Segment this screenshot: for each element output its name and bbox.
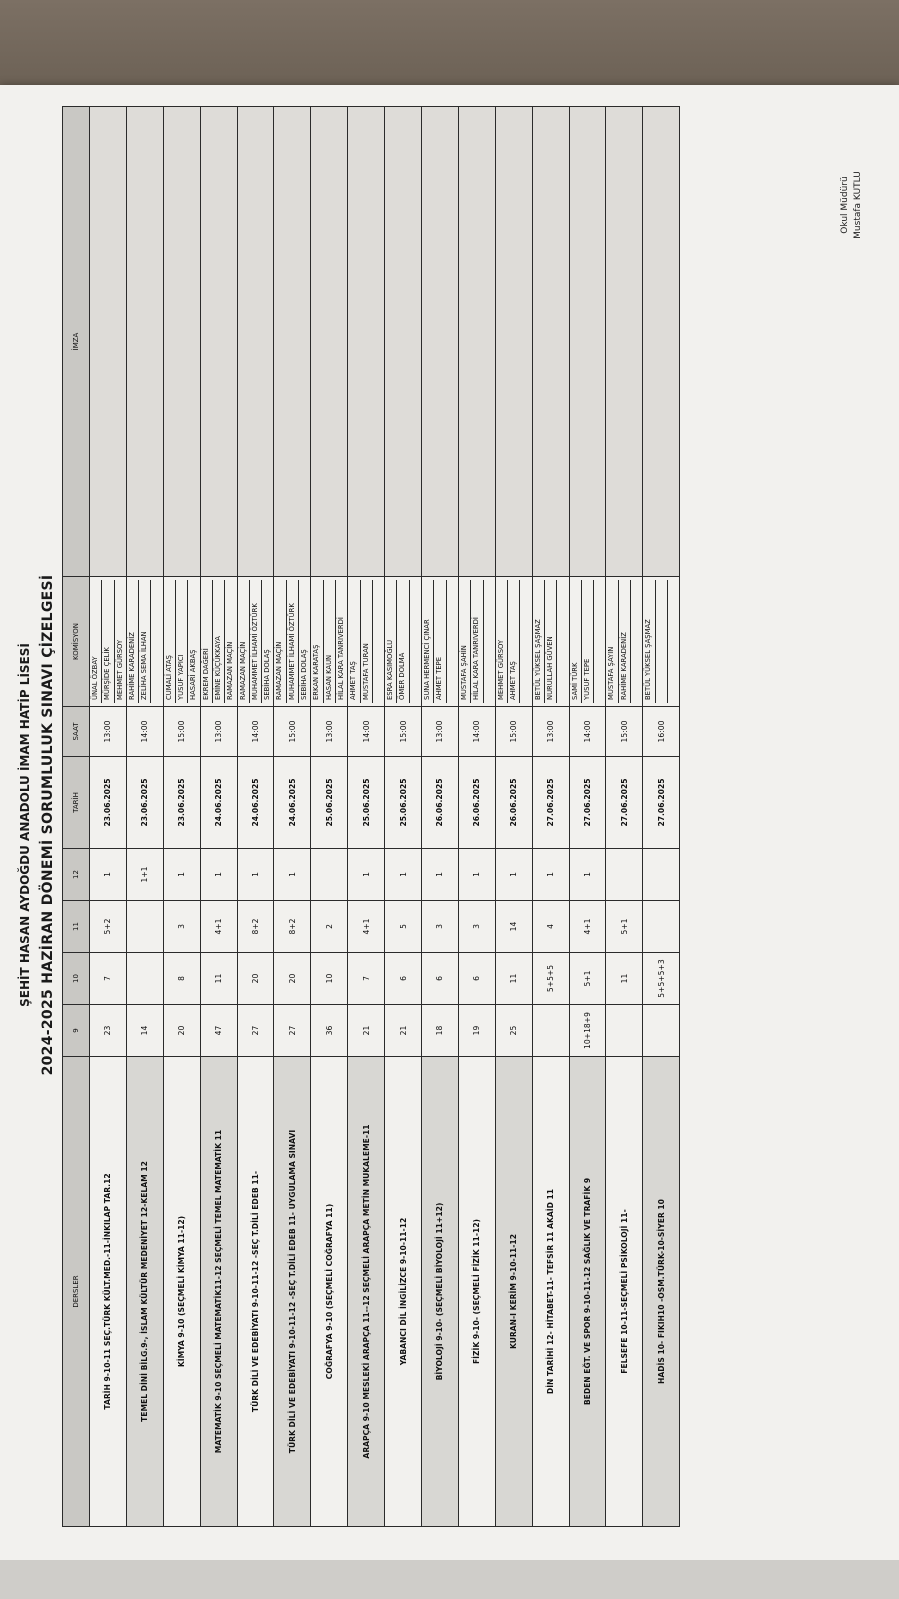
commission-member (594, 580, 605, 703)
commission-member (631, 580, 642, 703)
date-cell: 27.06.2025 (606, 757, 643, 849)
grade-11-cell: 4+1 (348, 901, 385, 953)
table-row (90, 107, 127, 1527)
commission-member: RAHİME KARADENİZ (127, 580, 139, 703)
grade-12-cell (606, 849, 643, 901)
date-cell: 26.06.2025 (495, 757, 532, 849)
signature-cell (532, 107, 569, 577)
commission-member: EKREM DAĞERİ (201, 580, 213, 703)
grade-11-cell: 3 (458, 901, 495, 953)
grade-10-cell: 20 (237, 953, 274, 1005)
time-cell: 15:00 (163, 707, 200, 757)
time-cell: 13:00 (311, 707, 348, 757)
grade-10-cell (126, 953, 163, 1005)
signature-cell (569, 107, 606, 577)
commission-member: ÖMER DOLMA (397, 580, 409, 703)
table-row (532, 107, 569, 1527)
commission-member: RAHİME KARADENİZ (619, 580, 631, 703)
commission-member: HASAN KAUN (324, 580, 336, 703)
grade-10-cell: 6 (458, 953, 495, 1005)
commission-cell (163, 577, 200, 707)
grade-9-cell: 14 (126, 1005, 163, 1057)
grade-12-cell: 1 (495, 849, 532, 901)
signature-cell (126, 107, 163, 577)
course-cell: FİZİK 9-10- (SEÇMELİ FİZİK 11-12) (458, 1057, 495, 1527)
commission-member: HİLAL KARA TANRIVERDİ (336, 617, 345, 700)
rotated-document (0, 85, 899, 1565)
grade-12-cell: 1 (237, 849, 274, 901)
commission-member: RAMAZAN MAÇİN (274, 580, 286, 703)
grade-11-cell: 2 (311, 901, 348, 953)
commission-cell (458, 577, 495, 707)
commission-member: MUSTAFA TURAN (361, 580, 373, 703)
table-row (643, 107, 680, 1527)
grade-9-cell: 21 (385, 1005, 422, 1057)
commission-cell (200, 577, 237, 707)
time-cell: 15:00 (385, 707, 422, 757)
grade-10-cell: 10 (311, 953, 348, 1005)
signature-cell (385, 107, 422, 577)
commission-member (484, 580, 495, 703)
grade-10-cell: 7 (348, 953, 385, 1005)
grade-9-cell: 47 (200, 1005, 237, 1057)
commission-member: SUNA HERMENCİ ÇINAR (422, 580, 434, 703)
table-row (495, 107, 532, 1527)
grade-9-cell: 27 (274, 1005, 311, 1057)
commission-member (668, 580, 679, 703)
grade-10-cell: 5+5+5 (532, 953, 569, 1005)
col-tarih: TARİH (63, 757, 90, 849)
grade-10-cell: 20 (274, 953, 311, 1005)
commission-member: ERKAN KARATAŞ (311, 580, 323, 703)
grade-11-cell: 3 (422, 901, 459, 953)
commission-member: NURULLAH GÜVEN (545, 580, 557, 703)
time-cell: 14:00 (458, 707, 495, 757)
commission-cell (126, 577, 163, 707)
grade-11-cell: 4 (532, 901, 569, 953)
grade-9-cell: 27 (237, 1005, 274, 1057)
commission-member: EMİNE KÜÇÜKKAYA (213, 580, 225, 703)
course-cell: BİYOLOJİ 9-10- (SEÇMELİ BİYOLOJİ 11+12) (422, 1057, 459, 1527)
col-grade-11: 11 (63, 901, 90, 953)
grade-12-cell: 1 (385, 849, 422, 901)
grade-9-cell: 20 (163, 1005, 200, 1057)
commission-member: YUSUF TEPE (582, 580, 594, 703)
commission-member (373, 580, 384, 703)
commission-member: ÜNAL ÖZBAY (90, 580, 102, 703)
date-cell: 27.06.2025 (643, 757, 680, 849)
commission-member: AHMET TAŞ (348, 580, 360, 703)
date-cell: 23.06.2025 (126, 757, 163, 849)
table-row (163, 107, 200, 1527)
desk-edge (0, 1560, 899, 1599)
grade-10-cell: 7 (90, 953, 127, 1005)
grade-9-cell: 23 (90, 1005, 127, 1057)
commission-member: SEBİHA DOLAŞ (300, 649, 309, 700)
grade-10-cell: 5+5+5+3 (643, 953, 680, 1005)
commission-member (447, 580, 458, 703)
commission-member: ESRA KASIMOĞLU (385, 580, 397, 703)
signature-cell (237, 107, 274, 577)
time-cell: 14:00 (569, 707, 606, 757)
date-cell: 24.06.2025 (274, 757, 311, 849)
commission-member: HASARİ AKBAŞ (189, 649, 198, 700)
table-row (274, 107, 311, 1527)
grade-9-cell: 25 (495, 1005, 532, 1057)
grade-11-cell: 5 (385, 901, 422, 953)
principal-title: Okul Müdürü (840, 176, 850, 234)
signature-cell (311, 107, 348, 577)
signature-cell (274, 107, 311, 577)
course-cell: BEDEN EĞT. VE SPOR 9-10-11-12 SAĞLIK VE TRAFİK 9 (569, 1057, 606, 1527)
commission-member (557, 580, 568, 703)
grade-12-cell: 1 (163, 849, 200, 901)
grade-10-cell: 6 (385, 953, 422, 1005)
table-row (422, 107, 459, 1527)
course-cell: YABANCI DİL İNGİLİZCE 9-10-11-12 (385, 1057, 422, 1527)
table-row (348, 107, 385, 1527)
commission-member: AHMET TAŞ (508, 580, 520, 703)
time-cell: 14:00 (348, 707, 385, 757)
grade-12-cell: 1 (422, 849, 459, 901)
commission-member: BETÜL YÜKSEL ŞAŞMAZ (643, 580, 655, 703)
grade-9-cell: 18 (422, 1005, 459, 1057)
commission-member: MUSTAFA ŞAHİN (459, 580, 471, 703)
commission-member: MUSTAFA ŞAYIN (606, 580, 618, 703)
signature-cell (606, 107, 643, 577)
grade-10-cell: 11 (200, 953, 237, 1005)
table-row (200, 107, 237, 1527)
date-cell: 25.06.2025 (385, 757, 422, 849)
commission-cell (569, 577, 606, 707)
signature-cell (163, 107, 200, 577)
commission-cell (311, 577, 348, 707)
grade-11-cell: 3 (163, 901, 200, 953)
table-row (126, 107, 163, 1527)
time-cell: 15:00 (606, 707, 643, 757)
commission-cell (422, 577, 459, 707)
date-cell: 25.06.2025 (311, 757, 348, 849)
time-cell: 13:00 (532, 707, 569, 757)
course-cell: FELSEFE 10-11-SEÇMELİ PSİKOLOJİ 11- (606, 1057, 643, 1527)
grade-11-cell: 8+2 (237, 901, 274, 953)
school-name: ŞEHİT HASAN AYDOĞDU ANADOLU İMAM HATİP LİSESİ (18, 643, 32, 1007)
signature-cell (458, 107, 495, 577)
time-cell: 15:00 (274, 707, 311, 757)
commission-member: RAMAZAN MAÇİN (226, 641, 235, 700)
grade-11-cell: 14 (495, 901, 532, 953)
signature-cell (643, 107, 680, 577)
date-cell: 27.06.2025 (569, 757, 606, 849)
course-cell: DİN TARİHİ 12- HİTABET-11- TEFSİR 11 AKAİD 11 (532, 1057, 569, 1527)
paper-sheet (0, 85, 899, 1565)
date-cell: 27.06.2025 (532, 757, 569, 849)
table-row (458, 107, 495, 1527)
course-cell: TEMEL DİNİ BİLG.9-, İSLAM KÜLTÜR MEDENİYET 12-KELAM 12 (126, 1057, 163, 1527)
commission-member: MÜRŞİDE ÇELİK (102, 580, 114, 703)
table-row (569, 107, 606, 1527)
commission-member: MEHMET GÜRSOY (496, 580, 508, 703)
table-row (606, 107, 643, 1527)
commission-cell (348, 577, 385, 707)
signature-cell (422, 107, 459, 577)
commission-cell (495, 577, 532, 707)
principal-name: Mustafa KUTLU (853, 171, 863, 239)
grade-12-cell (311, 849, 348, 901)
table-row (311, 107, 348, 1527)
signature-cell (495, 107, 532, 577)
commission-cell (643, 577, 680, 707)
course-cell: ARAPÇA 9-10 MESLEKİ ARAPÇA 11--12 SEÇMELİ ARAPÇA METİN MUKALEME-11 (348, 1057, 385, 1527)
time-cell: 16:00 (643, 707, 680, 757)
commission-member: SAMİ TÜRK (570, 580, 582, 703)
course-cell: MATEMATİK 9-10 SEÇMELİ MATEMATİK11-12 SEÇMELİ TEMEL MATEMATİK 11 (200, 1057, 237, 1527)
commission-member: MUHAMMET İLHAMİ ÖZTÜRK (250, 580, 262, 703)
grade-12-cell (643, 849, 680, 901)
exam-schedule-table (62, 106, 680, 1527)
grade-11-cell (643, 901, 680, 953)
table-header-row (63, 107, 90, 1527)
course-cell: KURAN-I KERİM 9-10-11-12 (495, 1057, 532, 1527)
grade-10-cell: 11 (495, 953, 532, 1005)
grade-9-cell (643, 1005, 680, 1057)
grade-11-cell: 5+1 (606, 901, 643, 953)
signature-cell (200, 107, 237, 577)
commission-member (410, 580, 421, 703)
col-imza: İMZA (63, 107, 90, 577)
course-cell: COĞRAFYA 9-10 (SEÇMELİ COĞRAFYA 11) (311, 1057, 348, 1527)
signature-cell (348, 107, 385, 577)
commission-cell (532, 577, 569, 707)
grade-12-cell: 1 (569, 849, 606, 901)
grade-12-cell: 1 (90, 849, 127, 901)
course-cell: HADİS 10- FIKIH10 -OSM.TÜRK-10-SİYER 10 (643, 1057, 680, 1527)
grade-12-cell: 1 (274, 849, 311, 901)
grade-10-cell: 8 (163, 953, 200, 1005)
commission-member: HİLAL KARA TANRIVERDİ (471, 580, 483, 703)
commission-member: ZELİHA SEMA İLHAN (139, 580, 151, 703)
time-cell: 14:00 (237, 707, 274, 757)
commission-member: MEHMET GÜRSOY (115, 639, 124, 700)
time-cell: 15:00 (495, 707, 532, 757)
commission-cell (606, 577, 643, 707)
date-cell: 26.06.2025 (458, 757, 495, 849)
grade-12-cell: 1+1 (126, 849, 163, 901)
grade-9-cell: 21 (348, 1005, 385, 1057)
grade-10-cell: 5+1 (569, 953, 606, 1005)
commission-member: BETÜL YÜKSEL ŞAŞMAZ (533, 580, 545, 703)
col-saat: SAAT (63, 707, 90, 757)
course-cell: TÜRK DİLİ VE EDEBİYATI 9-10-11-12 -SEÇ T.DİLİ EDEB 11- UYGULAMA SINAVI (274, 1057, 311, 1527)
course-cell: KİMYA 9-10 (SEÇMELİ KİMYA 11-12) (163, 1057, 200, 1527)
commission-member: RAMAZAN MAÇİN (238, 580, 250, 703)
signature-cell (90, 107, 127, 577)
time-cell: 13:00 (200, 707, 237, 757)
date-cell: 23.06.2025 (90, 757, 127, 849)
commission-member (520, 580, 531, 703)
col-komisyon: KOMİSYON (63, 577, 90, 707)
course-cell: TÜRK DİLİ VE EDEBİYATI 9-10-11-12 -SEÇ T.DİLİ EDEB 11- (237, 1057, 274, 1527)
col-grade-12: 12 (63, 849, 90, 901)
grade-10-cell: 6 (422, 953, 459, 1005)
col-dersler: DERSLER (63, 1057, 90, 1527)
grade-11-cell: 4+1 (200, 901, 237, 953)
commission-cell (237, 577, 274, 707)
grade-10-cell: 11 (606, 953, 643, 1005)
grade-9-cell (532, 1005, 569, 1057)
date-cell: 26.06.2025 (422, 757, 459, 849)
commission-cell (385, 577, 422, 707)
table-row (385, 107, 422, 1527)
date-cell: 24.06.2025 (237, 757, 274, 849)
table-row (237, 107, 274, 1527)
grade-12-cell: 1 (348, 849, 385, 901)
course-cell: TARİH 9-10-11 SEÇ.TÜRK KÜLT.MED.-11-İNKILAP TAR.12 (90, 1057, 127, 1527)
grade-11-cell: 8+2 (274, 901, 311, 953)
col-grade-10: 10 (63, 953, 90, 1005)
date-cell: 23.06.2025 (163, 757, 200, 849)
commission-member: CUMALİ ATAŞ (164, 580, 176, 703)
grade-9-cell: 19 (458, 1005, 495, 1057)
grade-12-cell: 1 (200, 849, 237, 901)
schedule-title: 2024-2025 HAZİRAN DÖNEMİ SORUMLULUK SINAVI ÇİZELGESİ (40, 574, 56, 1076)
grade-9-cell: 10+18+9 (569, 1005, 606, 1057)
commission-member: MUHAMMET İLHAMİ ÖZTÜRK (287, 580, 299, 703)
date-cell: 25.06.2025 (348, 757, 385, 849)
commission-cell (274, 577, 311, 707)
grade-9-cell: 36 (311, 1005, 348, 1057)
time-cell: 14:00 (126, 707, 163, 757)
commission-member: SEBİHA DOLAŞ (263, 649, 272, 700)
time-cell: 13:00 (422, 707, 459, 757)
date-cell: 24.06.2025 (200, 757, 237, 849)
time-cell: 13:00 (90, 707, 127, 757)
commission-member (151, 580, 162, 703)
grade-11-cell: 5+2 (90, 901, 127, 953)
commission-member (656, 580, 668, 703)
commission-member: YUSUF YAPICI (176, 580, 188, 703)
col-grade-9: 9 (63, 1005, 90, 1057)
commission-cell (90, 577, 127, 707)
grade-12-cell: 1 (532, 849, 569, 901)
commission-member: AHMET TEPE (434, 580, 446, 703)
grade-11-cell (126, 901, 163, 953)
grade-12-cell: 1 (458, 849, 495, 901)
grade-9-cell (606, 1005, 643, 1057)
grade-11-cell: 4+1 (569, 901, 606, 953)
